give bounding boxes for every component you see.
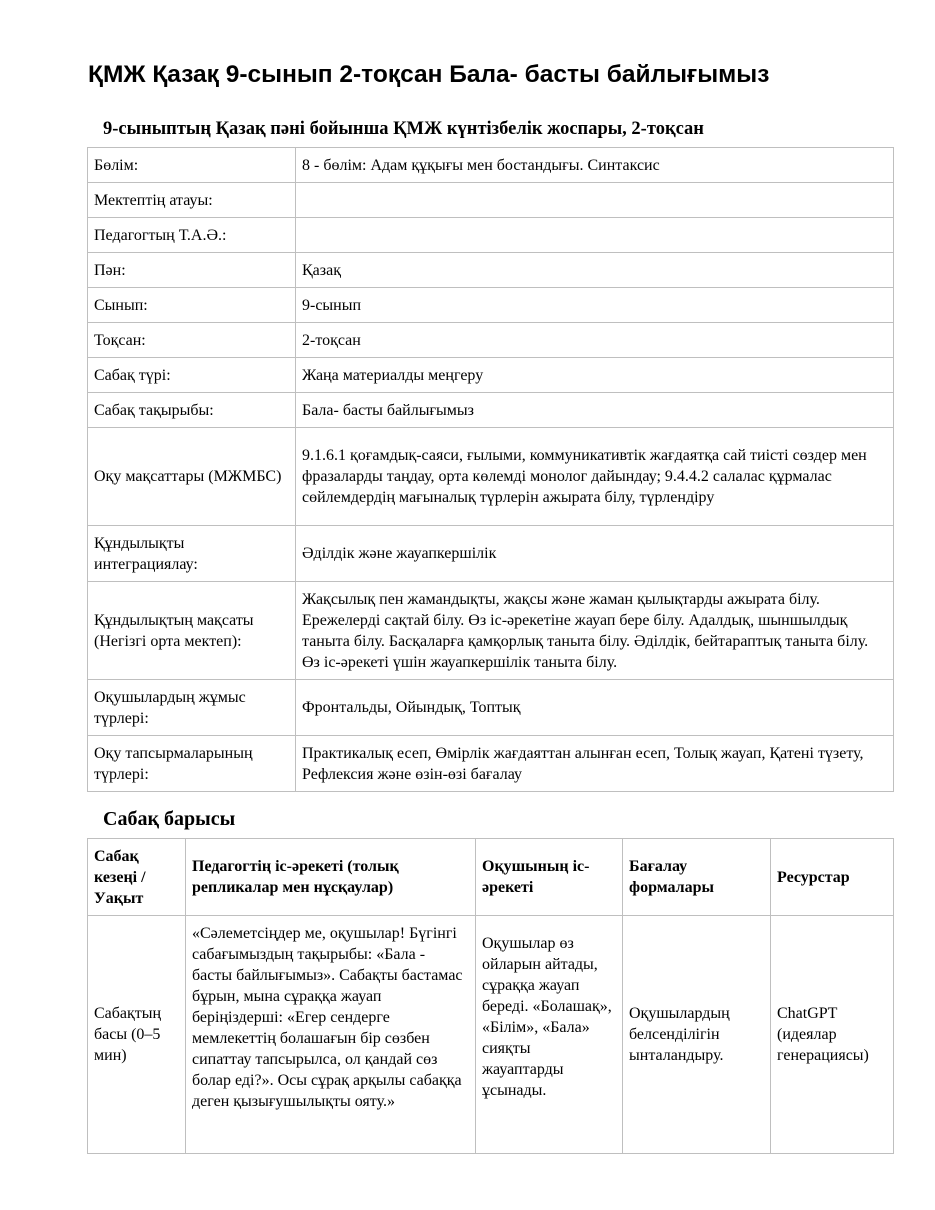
info-row-teacher (88, 218, 894, 253)
info-value: Бала- басты байлығымыз (296, 393, 894, 428)
info-label: Сынып: (88, 288, 296, 323)
info-value: Практикалық есеп, Өмірлік жағдаяттан алынған есеп, Толық жауап, Қатені түзету, Рефлексия және өзін-өзі бағалау (296, 736, 894, 792)
info-label: Құндылықты интеграциялау: (88, 526, 296, 582)
info-row-work-forms (88, 680, 894, 736)
info-label: Оқу тапсырмаларының түрлері: (88, 736, 296, 792)
info-value: Қазақ (296, 253, 894, 288)
info-value: 9.1.6.1 қоғамдық-саяси, ғылыми, коммуникативтік жағдаятқа сай тиісті сөздер мен фразаларды таңдау, орта көлемді монолог дайындау; 9.4.4.2 салалас құрмалас сөйлемдердің мағыналық түрлерін ажырата білу, түрлендіру (296, 428, 894, 526)
page-title: ҚМЖ Қазақ 9-сынып 2-тоқсан Бала- басты байлығымыз (88, 61, 770, 88)
info-value: 8 - бөлім: Адам құқығы мен бостандығы. Синтаксис (296, 148, 894, 183)
info-row-value-integration (88, 526, 894, 582)
info-value: Фронтальды, Ойындық, Топтық (296, 680, 894, 736)
info-label: Оқушылардың жұмыс түрлері: (88, 680, 296, 736)
info-label: Бөлім: (88, 148, 296, 183)
header-resources: Ресурстар (771, 839, 894, 916)
info-value: 2-тоқсан (296, 323, 894, 358)
info-label: Педагогтың Т.А.Ә.: (88, 218, 296, 253)
info-value: 9-сынып (296, 288, 894, 323)
info-row-quarter (88, 323, 894, 358)
info-label: Сабақ түрі: (88, 358, 296, 393)
info-label: Тоқсан: (88, 323, 296, 358)
info-row-learning-objectives (88, 428, 894, 526)
info-row-lesson-topic (88, 393, 894, 428)
header-teacher-activity: Педагогтің іс-әрекеті (толық репликалар мен нұсқаулар) (186, 839, 476, 916)
info-row-school (88, 183, 894, 218)
header-stage-time: Сабақ кезеңі / Уақыт (88, 839, 186, 916)
lesson-progress-table (87, 838, 894, 1154)
info-value: Жаңа материалды меңгеру (296, 358, 894, 393)
info-label: Оқу мақсаттары (МЖМБС) (88, 428, 296, 526)
info-row-lesson-type (88, 358, 894, 393)
teacher-activity-cell: «Сәлеметсіңдер ме, оқушылар! Бүгінгі сабағымыздың тақырыбы: «Бала - басты байлығымыз». Сабақты бастамас бұрын, мына сұраққа жауап беріңіздерші: «Егер сендерге мемлекеттің болашағын бір сөзбен сипаттау тапсырылса, ол қандай сөз болар еді?». Осы сұрақ арқылы сабаққа деген қызығушылықты ояту.» (186, 916, 476, 1154)
lesson-stage-cell: Сабақтың басы (0–5 мин) (88, 916, 186, 1154)
plan-subtitle: 9-сыныптың Қазақ пәні бойынша ҚМЖ күнтізбелік жоспары, 2-тоқсан (103, 119, 704, 139)
info-label: Сабақ тақырыбы: (88, 393, 296, 428)
header-assessment: Бағалау формалары (623, 839, 771, 916)
info-row-task-types (88, 736, 894, 792)
lesson-progress-heading: Сабақ барысы (103, 808, 236, 830)
info-value: Әділдік және жауапкершілік (296, 526, 894, 582)
info-label: Пән: (88, 253, 296, 288)
header-student-activity: Оқушының іс-әрекеті (476, 839, 623, 916)
lesson-row (88, 916, 894, 1154)
lesson-info-table (87, 147, 894, 792)
info-row-grade (88, 288, 894, 323)
info-label: Құндылықтың мақсаты (Негізгі орта мектеп): (88, 582, 296, 680)
assessment-cell: Оқушылардың белсенділігін ынталандыру. (623, 916, 771, 1154)
info-row-value-goal (88, 582, 894, 680)
lesson-header-row (88, 839, 894, 916)
student-activity-cell: Оқушылар өз ойларын айтады, сұраққа жауап береді. «Болашақ», «Білім», «Бала» сияқты жауаптарды ұсынады. (476, 916, 623, 1154)
resources-cell: ChatGPT (идеялар генерациясы) (771, 916, 894, 1154)
info-value: Жақсылық пен жамандықты, жақсы және жаман қылықтарды ажырата білу. Ережелерді сақтай білу. Өз іс-әрекетіне жауап бере білу. Адалдық, шыншылдық таныта білу. Басқаларға қамқорлық таныта білу. Әділдік, бейтараптық таныта білу. Өз іс-әрекеті үшін жауапкершілік таныта білу. (296, 582, 894, 680)
info-value (296, 183, 894, 218)
info-row-subject (88, 253, 894, 288)
info-label: Мектептің атауы: (88, 183, 296, 218)
info-value (296, 218, 894, 253)
info-row-section (88, 148, 894, 183)
